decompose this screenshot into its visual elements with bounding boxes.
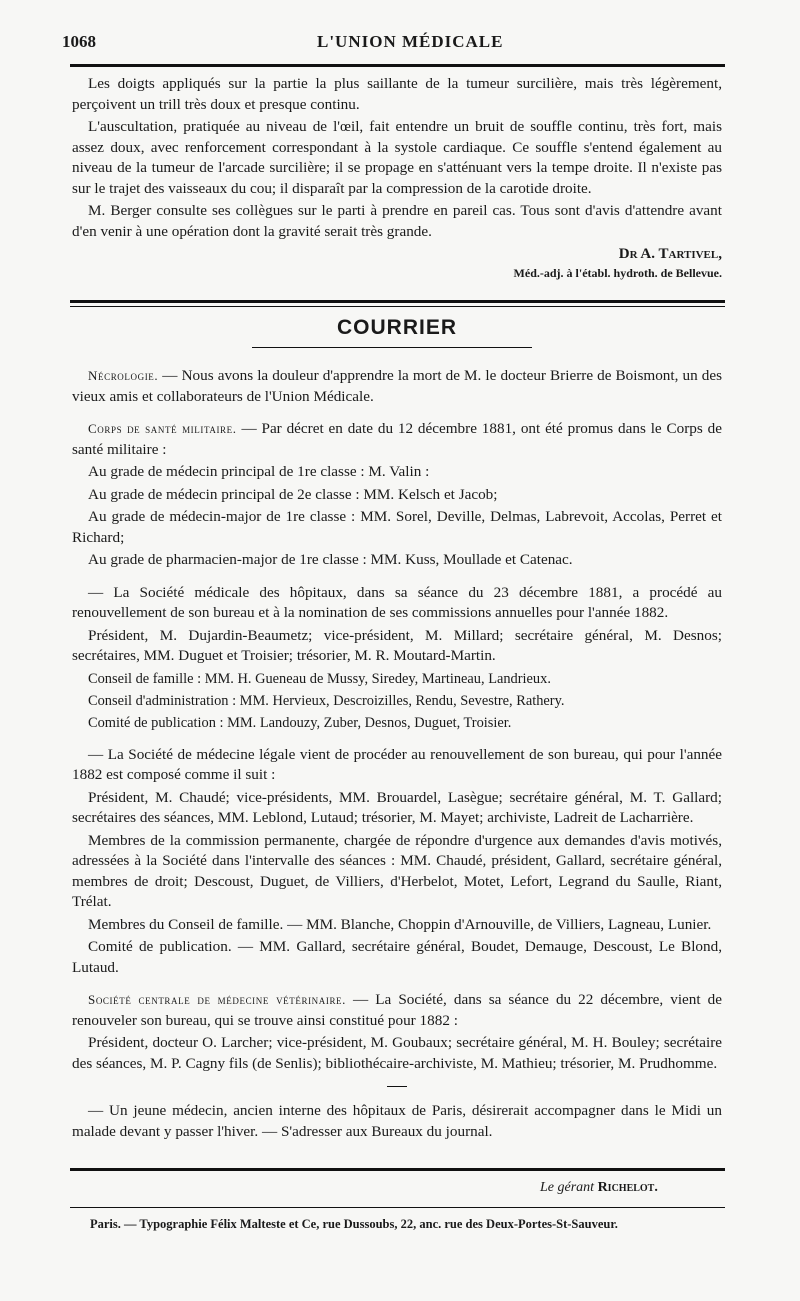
section-title: COURRIER xyxy=(336,316,457,339)
necrology-label: Nécrologie. xyxy=(88,368,159,383)
promotion-line: Au grade de médecin principal de 1re classe : M. Valin : xyxy=(88,463,430,480)
running-title: L'UNION MÉDICALE xyxy=(317,32,504,51)
title-underline xyxy=(252,347,532,348)
legal-society-paragraph: Comité de publication. — MM. Gallard, secrétaire général, Boudet, Demauge, Descoust, Le Blond, Lutaud. xyxy=(72,938,722,976)
courrier-section xyxy=(72,316,722,1144)
gerant-line: Le gérant Richelot. xyxy=(540,1180,658,1195)
hospital-society-paragraph: Conseil d'administration : MM. Hervieux, Descroizilles, Rendu, Sevestre, Rathery. xyxy=(88,692,565,709)
legal-society-paragraph: Membres du Conseil de famille. — MM. Blanche, Choppin d'Arnouville, de Villiers, Lagneau, Lunier. xyxy=(88,915,712,933)
section-rule-bottom xyxy=(70,306,725,307)
footer-rule xyxy=(70,1168,725,1171)
letter-paragraph: Les doigts appliqués sur la partie la plus saillante de la tumeur surcilière, mais très légèrement, perçoivent un trill très doux et presque continu. xyxy=(72,75,722,113)
necrology-paragraph: Nécrologie. — Nous avons la douleur d'apprendre la mort de M. le docteur Brierre de Boismont, un des vieux amis et collaborateurs de l'Union Médicale. xyxy=(72,367,722,405)
section-rule-top xyxy=(70,300,725,303)
page-number: 1068 xyxy=(62,32,96,51)
page-header xyxy=(62,32,722,56)
letter-section xyxy=(72,74,722,282)
legal-society-paragraph: — La Société de médecine légale vient de procéder au renouvellement de son bureau, qui pour l'année 1882 est composé comme il suit : xyxy=(72,745,722,783)
hospital-society-paragraph: — La Société médicale des hôpitaux, dans sa séance du 23 décembre 1881, a procédé au renouvellement de son bureau et à la nomination de ses commissions annuelles pour l'année 1882. xyxy=(72,583,722,621)
military-paragraph: Corps de santé militaire. — Par décret en date du 12 décembre 1881, ont été promus dans le Corps de santé militaire : xyxy=(72,420,722,458)
hospital-society-paragraph: Comité de publication : MM. Landouzy, Zuber, Desnos, Duguet, Troisier. xyxy=(88,714,512,731)
imprint-rule xyxy=(70,1207,725,1208)
printer-imprint: Paris. — Typographie Félix Malteste et Ce, rue Dussoubs, 22, anc. rue des Deux-Portes-St-Sauveur. xyxy=(90,1217,618,1231)
signature: Dr A. Tartivel, xyxy=(618,246,722,262)
header-rule xyxy=(70,64,725,67)
veterinary-paragraph: Président, docteur O. Larcher; vice-président, M. Goubaux; secrétaire général, M. H. Bouley; secrétaire des séances, M. P. Cagny fils (de Senlis); bibliothécaire-archiviste, M. Mathieu; trésorier, M. Prudhomme. xyxy=(72,1034,722,1072)
announcement-paragraph: — Un jeune médecin, ancien interne des hôpitaux de Paris, désirerait accompagner dans le Midi un malade devant y passer l'hiver. — S'adresser aux Bureaux du journal. xyxy=(72,1102,722,1140)
promotion-line: Au grade de médecin-major de 1re classe : MM. Sorel, Deville, Delmas, Labrevoit, Accolas, Perret et Richard; xyxy=(72,508,722,546)
signature-title: Méd.-adj. à l'établ. hydroth. de Bellevue. xyxy=(513,266,722,280)
veterinary-label: Société centrale de médecine vétérinaire. xyxy=(88,992,347,1007)
promotion-line: Au grade de pharmacien-major de 1re classe : MM. Kuss, Moullade et Catenac. xyxy=(88,551,573,568)
promotion-line: Au grade de médecin principal de 2e classe : MM. Kelsch et Jacob; xyxy=(88,485,498,503)
gerant-name: Richelot. xyxy=(597,1180,658,1195)
military-label: Corps de santé militaire. xyxy=(88,421,237,436)
hospital-society-paragraph: Conseil de famille : MM. H. Gueneau de Mussy, Siredey, Martineau, Landrieux. xyxy=(88,670,551,687)
hospital-society-paragraph: Président, M. Dujardin-Beaumetz; vice-président, M. Millard; secrétaire général, M. Desnos; secrétaires, MM. Duguet et Troisier; trésorier, M. R. Moutard-Martin. xyxy=(72,626,722,664)
legal-society-paragraph: Président, M. Chaudé; vice-présidents, MM. Brouardel, Lasègue; secrétaire général, M. T. Gallard; secrétaires des séances, MM. Leblond, Lutaud; trésorier, M. Mayet; archiviste, Ladreit de Lacharrière. xyxy=(72,788,722,826)
letter-paragraph: L'auscultation, pratiquée au niveau de l'œil, fait entendre un bruit de souffle continu, très fort, mais assez doux, avec renforcement correspondant à la systole cardiaque. Ce souffle s'entend également au niveau de la tumeur de l'arcade surcilière; il se propage en s'atténuant vers la tempe droite. Il n'existe pas sur le trajet des vaisseaux du cou; il disparaît par la compression de la carotide droite. xyxy=(72,118,722,197)
separator-dash xyxy=(387,1086,407,1087)
veterinary-paragraph: Société centrale de médecine vétérinaire. — La Société, dans sa séance du 22 décembre, vient de renouveler son bureau, qui se trouve ainsi constitué pour 1882 : xyxy=(72,991,722,1029)
letter-paragraph: M. Berger consulte ses collègues sur le parti à prendre en pareil cas. Tous sont d'avis d'attendre avant d'en venir à une opération dont la gravité serait très grande. xyxy=(72,202,722,240)
legal-society-paragraph: Membres de la commission permanente, chargée de répondre d'urgence aux demandes d'avis motivés, adressées à la Société dans l'intervalle des séances : MM. Chaudé, président, Gallard, secrétaire général, membres de droit; Descoust, Duguet, de Villiers, d'Herbelot, Motet, Lefort, Legrand du Saulle, Riant, Trélat. xyxy=(72,831,722,910)
